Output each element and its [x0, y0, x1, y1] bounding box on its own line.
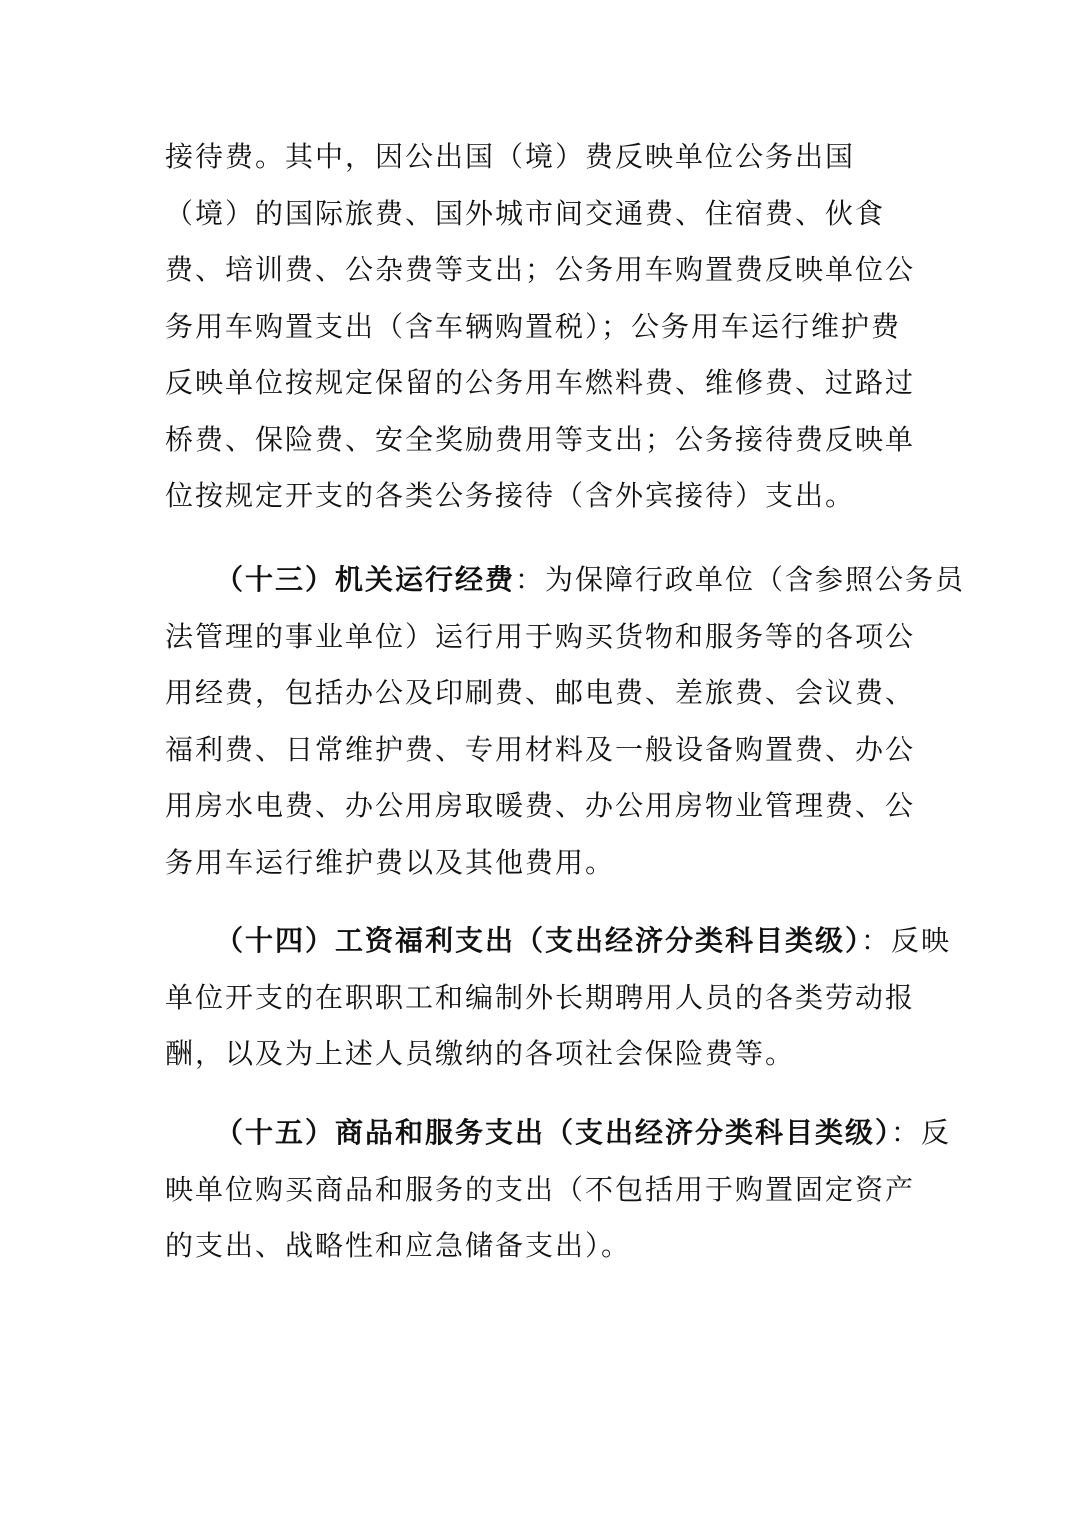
text-line: 酬，以及为上述人员缴纳的各项社会保险费等。: [165, 1037, 796, 1070]
section-heading-14: （十四）工资福利支出（支出经济分类科目类级）: [215, 924, 862, 957]
text-line-first: [165, 552, 966, 609]
section-heading-15: （十五）商品和服务支出（支出经济分类科目类级）: [215, 1116, 892, 1149]
text-segment: ：反映: [861, 924, 952, 957]
text-line: 位按规定开支的各类公务接待（含外宾接待）支出。: [165, 479, 856, 512]
text-line: 用经费，包括办公及印刷费、邮电费、差旅费、会议费、: [165, 676, 916, 709]
text-line: 费、培训费、公杂费等支出；公务用车购置费反映单位公: [165, 253, 916, 286]
paragraph-official-expenses-continued: [165, 129, 916, 525]
text-line-first: [165, 913, 952, 970]
text-line: 务用车运行维护费以及其他费用。: [165, 845, 616, 879]
text-line: 用房水电费、办公用房取暖费、办公用房物业管理费、公: [165, 789, 916, 822]
text-line: 法管理的事业单位）运行用于购买货物和服务等的各项公: [165, 619, 916, 653]
text-line: 务用车购置支出（含车辆购置税）；公务用车运行维护费: [165, 309, 902, 343]
text-line: 的支出、战略性和应急储备支出）。: [165, 1229, 632, 1262]
text-line: 桥费、保险费、安全奖励费用等支出；公务接待费反映单: [165, 422, 916, 456]
text-line: 单位开支的在职职工和编制外长期聘用人员的各类劳动报: [165, 980, 916, 1014]
text-line: 福利费、日常维护费、专用材料及一般设备购置费、办公: [165, 732, 916, 766]
section-heading-13: （十三）机关运行经费: [215, 563, 516, 596]
text-line: （境）的国际旅费、国外城市间交通费、住宿费、伙食: [165, 196, 886, 230]
paragraph-15-goods-services: [165, 1105, 952, 1275]
paragraph-14-wage-welfare: [165, 913, 952, 1083]
text-line: 接待费。其中，因公出国（境）费反映单位公务出国: [165, 140, 856, 173]
text-line: 映单位购买商品和服务的支出（不包括用于购置固定资产: [165, 1172, 916, 1206]
text-segment: ：为保障行政单位（含参照公务员: [515, 563, 966, 596]
text-line-first: [165, 1105, 952, 1162]
text-segment: ：反: [891, 1116, 952, 1149]
text-line: 反映单位按规定保留的公务用车燃料费、维修费、过路过: [165, 366, 916, 399]
paragraph-13-operating-expenses: [165, 552, 966, 891]
